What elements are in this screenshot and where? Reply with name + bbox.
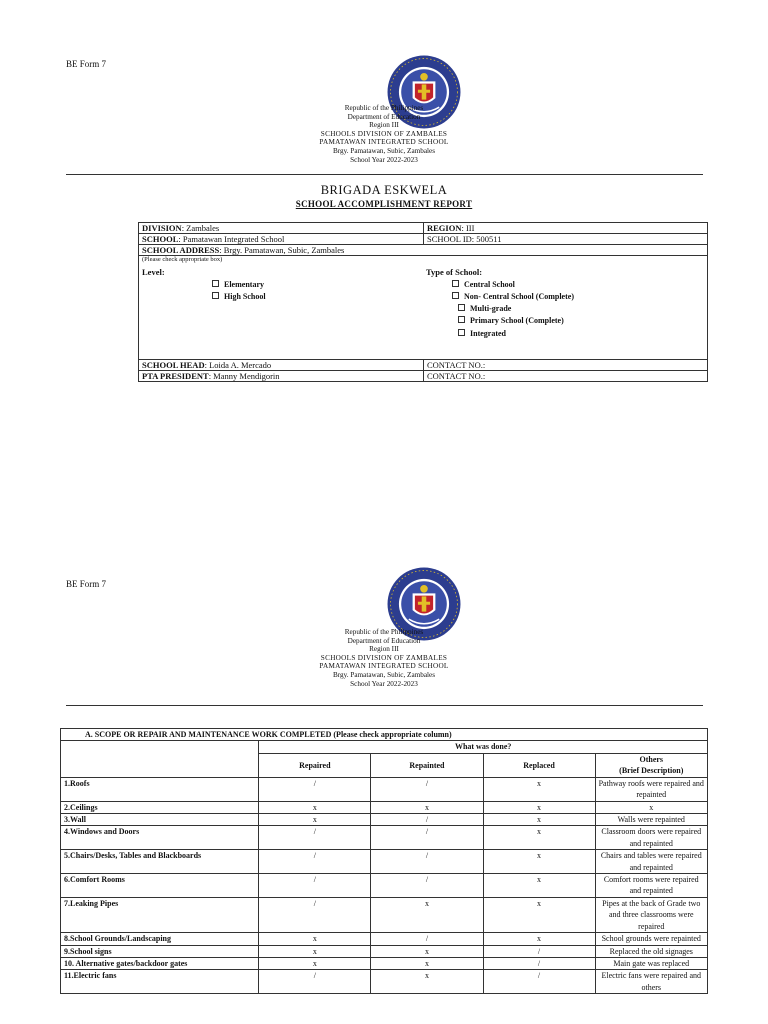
table-row (61, 945, 708, 957)
repaired-mark: x (259, 957, 371, 969)
repainted-mark: x (371, 957, 483, 969)
others-description: Pipes at the back of Grade two and three classrooms were repaired (595, 897, 707, 932)
replaced-mark: x (483, 801, 595, 813)
row-item: 7.Leaking Pipes (61, 897, 259, 932)
level-option-elementary[interactable]: Elementary (212, 279, 264, 291)
report-title: BRIGADA ESKWELA (320, 183, 448, 197)
item-header-cell (61, 741, 259, 777)
letterhead-line: Republic of the Philippines (344, 104, 424, 112)
table-row (61, 874, 708, 898)
repainted-mark: / (371, 814, 483, 826)
checkbox[interactable] (458, 304, 465, 311)
table-row (61, 970, 708, 994)
repainted-mark: / (371, 777, 483, 801)
repaired-mark: x (259, 814, 371, 826)
replaced-mark: x (483, 814, 595, 826)
row-item: 1.Roofs (61, 777, 259, 801)
repainted-mark: x (371, 970, 483, 994)
school-type-cell (139, 256, 708, 360)
form-code: BE Form 7 (66, 59, 107, 69)
school-cell: SCHOOL: Pamatawan Integrated School (139, 234, 424, 245)
row-item: 3.Wall (61, 814, 259, 826)
others-description: Pathway roofs were repaired and repainted (595, 777, 707, 801)
replaced-mark: x (483, 850, 595, 874)
letterhead-line: School Year 2022-2023 (350, 155, 418, 164)
others-description: x (595, 801, 707, 813)
report-subtitle: SCHOOL ACCOMPLISHMENT REPORT (295, 199, 473, 209)
row-item: 5.Chairs/Desks, Tables and Blackboards (61, 850, 259, 874)
repaired-mark: / (259, 777, 371, 801)
repaired-mark: x (259, 945, 371, 957)
others-description: School grounds were repainted (595, 933, 707, 945)
letterhead-line: Region III (369, 645, 399, 654)
others-description: Chairs and tables were repaired and repainted (595, 850, 707, 874)
repaired-mark: / (259, 897, 371, 932)
type-label: Type of School: (426, 267, 483, 277)
level-option-high-school[interactable]: High School (212, 291, 266, 303)
header-divider (66, 174, 703, 175)
repaired-mark: / (259, 826, 371, 850)
address-cell: SCHOOL ADDRESS: Brgy. Pamatawan, Subic, Zambales (139, 245, 708, 256)
letterhead-line: Brgy. Pamatawan, Subic, Zambales (333, 146, 435, 155)
repainted-mark: / (371, 826, 483, 850)
head-contact-cell: CONTACT NO.: (424, 360, 708, 371)
repainted-mark: / (371, 874, 483, 898)
repaired-mark: / (259, 850, 371, 874)
row-item: 6.Comfort Rooms (61, 874, 259, 898)
group-header: What was done? (259, 741, 708, 753)
row-item: 10. Alternative gates/backdoor gates (61, 957, 259, 969)
letterhead-line: PAMATAWAN INTEGRATED SCHOOL (319, 662, 449, 671)
letterhead-line: SCHOOLS DIVISION OF ZAMBALES (320, 653, 448, 662)
others-description: Comfort rooms were repaired and repainted (595, 874, 707, 898)
work-completed-table (60, 728, 708, 994)
row-item: 11.Electric fans (61, 970, 259, 994)
type-option-primary[interactable]: Primary School (Complete) (458, 315, 564, 327)
others-description: Main gate was replaced (595, 957, 707, 969)
work-rows (61, 777, 708, 993)
others-description: Walls were repainted (595, 814, 707, 826)
letterhead-line: Department of Education (347, 636, 421, 645)
col-header-repaired: Repaired (259, 753, 371, 777)
letterhead-line: Region III (369, 121, 399, 130)
checkbox[interactable] (458, 316, 465, 323)
form-code: BE Form 7 (66, 579, 107, 589)
pta-president-cell: PTA PRESIDENT: Manny Mendigorin (139, 371, 424, 382)
col-header-replaced: Replaced (483, 753, 595, 777)
row-item: 2.Ceilings (61, 801, 259, 813)
others-description: Replaced the old signages (595, 945, 707, 957)
replaced-mark: x (483, 777, 595, 801)
col-header-others: Others (Brief Description) (595, 753, 707, 777)
col-header-repainted: Repainted (371, 753, 483, 777)
table-row (61, 897, 708, 932)
report-page-2 (0, 512, 768, 1024)
letterhead-line: School Year 2022-2023 (350, 679, 418, 688)
type-option-non-central[interactable]: Non- Central School (Complete) (452, 291, 574, 303)
school-head-cell: SCHOOL HEAD: Loida A. Mercado (139, 360, 424, 371)
letterhead (234, 628, 534, 688)
repainted-mark: x (371, 801, 483, 813)
checkbox[interactable] (452, 280, 459, 287)
table-row (61, 826, 708, 850)
others-description: Electric fans were repaired and others (595, 970, 707, 994)
checkbox[interactable] (458, 329, 465, 336)
type-option-integrated[interactable]: Integrated (458, 328, 506, 340)
school-id-cell: SCHOOL ID: 500511 (424, 234, 708, 245)
table-row (61, 814, 708, 826)
region-cell: REGION: III (424, 223, 708, 234)
letterhead (234, 104, 534, 164)
level-label: Level: (142, 267, 165, 277)
table-row (61, 933, 708, 945)
check-note: (Please check appropriate box) (142, 256, 223, 263)
replaced-mark: x (483, 874, 595, 898)
pta-contact-cell: CONTACT NO.: (424, 371, 708, 382)
checkbox[interactable] (212, 280, 219, 287)
checkbox[interactable] (212, 292, 219, 299)
row-item: 8.School Grounds/Landscaping (61, 933, 259, 945)
repaired-mark: x (259, 801, 371, 813)
table-row (61, 801, 708, 813)
table-row (61, 777, 708, 801)
repainted-mark: x (371, 945, 483, 957)
others-description: Classroom doors were repaired and repainted (595, 826, 707, 850)
division-cell: DIVISION: Zambales (139, 223, 424, 234)
repaired-mark: / (259, 970, 371, 994)
header-divider (66, 705, 703, 706)
row-item: 9.School signs (61, 945, 259, 957)
table-row (61, 850, 708, 874)
letterhead-line: SCHOOLS DIVISION OF ZAMBALES (320, 129, 448, 138)
replaced-mark: x (483, 826, 595, 850)
school-info-table (138, 222, 708, 382)
replaced-mark: / (483, 970, 595, 994)
letterhead-line: Republic of the Philippines (344, 628, 424, 636)
letterhead-line: Department of Education (347, 112, 421, 121)
repaired-mark: / (259, 874, 371, 898)
row-item: 4.Windows and Doors (61, 826, 259, 850)
table-row (61, 957, 708, 969)
type-option-multi-grade[interactable]: Multi-grade (458, 303, 511, 315)
repaired-mark: x (259, 933, 371, 945)
checkbox[interactable] (452, 292, 459, 299)
type-option-central[interactable]: Central School (452, 279, 515, 291)
repainted-mark: / (371, 933, 483, 945)
replaced-mark: x (483, 933, 595, 945)
replaced-mark: / (483, 945, 595, 957)
letterhead-line: PAMATAWAN INTEGRATED SCHOOL (319, 138, 449, 147)
repainted-mark: / (371, 850, 483, 874)
section-title: A. SCOPE OR REPAIR AND MAINTENANCE WORK COMPLETED (Please check appropriate column) (61, 729, 708, 741)
replaced-mark: / (483, 957, 595, 969)
repainted-mark: x (371, 897, 483, 932)
letterhead-line: Brgy. Pamatawan, Subic, Zambales (333, 670, 435, 679)
replaced-mark: x (483, 897, 595, 932)
